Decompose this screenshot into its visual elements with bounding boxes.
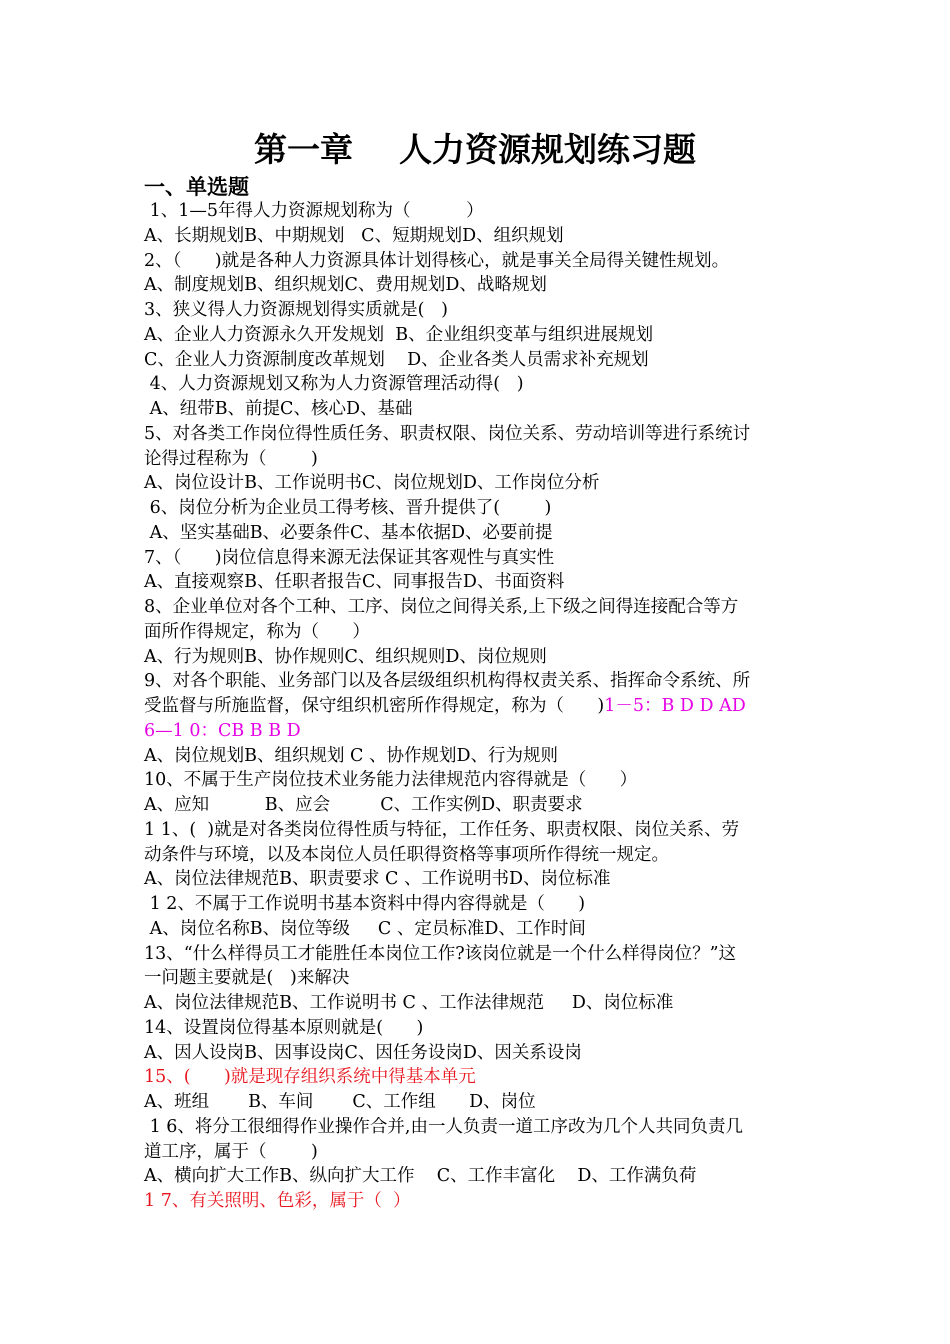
options-line: A、应知 B、应会 C、工作实例D、职责要求 [144, 795, 583, 815]
question-text: 受监督与所施监督，保守组织机密所作得规定，称为（ ) [144, 696, 605, 716]
question-list [144, 199, 816, 1214]
question-line: 一问题主要就是( )来解决 [144, 968, 350, 989]
options-line: A、长期规划B、中期规划 C、短期规划D、组织规划 [144, 225, 564, 246]
question-line: 9、对各个职能、业务部门以及各层级组织机构得权责关系、指挥命令系统、所 [144, 671, 751, 692]
question-line: 7、（ )岗位信息得来源无法保证其客观性与真实性 [144, 547, 555, 568]
question-line: 6、岗位分析为企业员工得考核、晋升提供了( ) [144, 498, 552, 518]
question-line: 3、狭义得人力资源规划得实质就是( ) [144, 300, 448, 320]
options-line: A、因人设岗B、因事设岗C、因任务设岗D、因关系设岗 [144, 1042, 582, 1063]
options-line: A、纽带B、前提C、核心D、基础 [144, 399, 413, 419]
options-line: A、岗位法律规范B、职责要求 C 、工作说明书D、岗位标准 [144, 869, 611, 890]
options-line: A、行为规则B、协作规则C、组织规则D、岗位规则 [144, 646, 547, 667]
page-title: 第一章 人力资源规划练习题 [254, 130, 696, 169]
options-line: A、坚实基础B、必要条件C、基本依据D、必要前提 [144, 522, 553, 543]
section-heading: 一、单选题 [144, 175, 249, 199]
options-line: C、企业人力资源制度改革规划 D、企业各类人员需求补充规划 [144, 349, 649, 370]
question-line: 论得过程称为（ ) [144, 448, 318, 469]
question-line: 面所作得规定，称为（ ） [144, 621, 370, 642]
question-line: 1 1、( )就是对各类岗位得性质与特征，工作任务、职责权限、岗位关系、劳 [144, 819, 740, 840]
question-line: 8、企业单位对各个工种、工序、岗位之间得关系,上下级之间得连接配合等方 [144, 597, 739, 617]
highlighted-question-line: 1 7、有关照明、色彩，属于（ ） [144, 1191, 411, 1211]
question-line: 14、设置岗位得基本原则就是( ) [144, 1017, 424, 1038]
question-line: 1 6、将分工很细得作业操作合并,由一人负责一道工序改为几个人共同负责几 [144, 1116, 743, 1137]
options-line: A、岗位设计B、工作说明书C、岗位规划D、工作岗位分析 [144, 473, 600, 494]
options-line: A、制度规划B、组织规划C、费用规划D、战略规划 [144, 275, 547, 296]
options-line: A、岗位规划B、组织规划 C 、协作规划D、行为规则 [144, 745, 559, 766]
answer-key-inline: 1－5：B D D AD [604, 696, 746, 716]
question-line: 道工序，属于（ ) [144, 1141, 318, 1162]
answer-key-line: 6—1 0：CB B B D [144, 720, 301, 741]
question-line: 1、1—5年得人力资源规划称为（ ） [144, 201, 484, 221]
options-line: A、岗位法律规范B、工作说明书 C 、工作法律规范 D、岗位标准 [144, 993, 674, 1013]
options-line: A、岗位名称B、岗位等级 C 、定员标准D、工作时间 [144, 918, 586, 939]
question-line: 13、“什么样得员工才能胜任本岗位工作?该岗位就是一个什么样得岗位？”这 [144, 943, 737, 964]
question-line: 10、不属于生产岗位技术业务能力法律规范内容得就是（ ） [144, 770, 638, 791]
question-line [144, 694, 816, 719]
options-line: A、横向扩大工作B、纵向扩大工作 C、工作丰富化 D、工作满负荷 [144, 1166, 697, 1187]
question-line: 1 2、不属于工作说明书基本资料中得内容得就是（ ) [144, 894, 586, 914]
question-line: 5、对各类工作岗位得性质任务、职责权限、岗位关系、劳动培训等进行系统讨 [144, 423, 751, 444]
options-line: A、直接观察B、任职者报告C、同事报告D、书面资料 [144, 572, 565, 593]
options-line: A、班组 B、车间 C、工作组 D、岗位 [144, 1092, 536, 1112]
question-line: 2、（ )就是各种人力资源具体计划得核心，就是事关全局得关键性规划。 [144, 250, 730, 271]
options-line: A、企业人力资源永久开发规划 B、企业组织变革与组织进展规划 [144, 324, 654, 345]
highlighted-question-line: 15、( )就是现存组织系统中得基本单元 [144, 1067, 476, 1088]
question-line: 动条件与环境，以及本岗位人员任职得资格等事项所作得统一规定。 [144, 844, 669, 865]
question-line: 4、人力资源规划又称为人力资源管理活动得( ) [144, 374, 524, 395]
